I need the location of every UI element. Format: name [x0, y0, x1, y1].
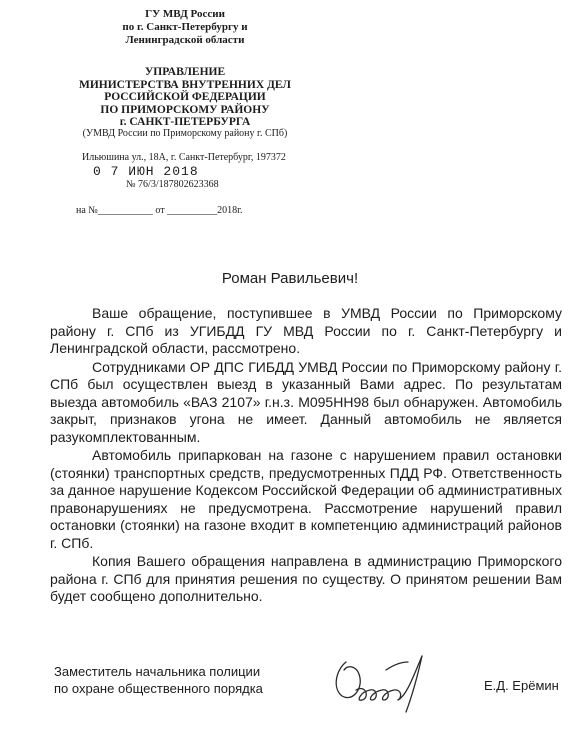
body-paragraph: Копия Вашего обращения направлена в администрацию Приморского района г. СПб для принятия решения по существу. О принятом решении Вам будет сообщено дополнительно. [50, 553, 562, 604]
letter-body [50, 305, 562, 607]
date-stamp: 0 7 ИЮН 2018 [93, 164, 199, 179]
reference-line: на №___________ от __________2018г. [76, 205, 243, 216]
letterhead-parent-agency [0, 8, 370, 47]
signatory-title-line: по охране общественного порядка [54, 681, 263, 696]
letterhead-line: РОССИЙСКОЙ ФЕДЕРАЦИИ [104, 91, 266, 103]
body-paragraph: Сотрудниками ОР ДПС ГИБДД УМВД России по Приморскому району г. СПб был осуществлен выезд в указанный Вами адрес. По результатам выезда автомобиль «ВАЗ 2107» г.н.з. М095НН98 был обнаружен. Автомобиль закрыт, признаков угона не имеет. Данный автомобиль не является разукомплектованным. [50, 358, 562, 445]
letterhead-line: Ленинградской области [125, 34, 245, 46]
body-paragraph: Автомобиль припаркован на газоне с нарушением правил остановки (стоянки) транспортных средств, предусмотренных ПДД РФ. Ответственность за данное нарушение Кодексом Российской Федерации об административных правонарушениях не предусмотрена. Рассмотрение нарушений правил остановки (стоянки) на газоне входит в компетенцию администраций районов г. СПб. [50, 447, 562, 551]
signatory-title [54, 663, 263, 697]
letterhead-abbreviation: (УМВД России по Приморскому району г. СПб) [82, 128, 288, 139]
greeting: Роман Равильевич! [221, 270, 359, 287]
body-paragraph: Ваше обращение, поступившее в УМВД России по Приморскому району г. СПб из УГИБДД ГУ МВД России по г. Санкт-Петербургу и Ленинградской области, рассмотрено. [50, 305, 562, 356]
letterhead-line: ГУ МВД России [145, 8, 225, 20]
letterhead-line: г. САНКТ-ПЕТЕРБУРГА [119, 116, 251, 128]
handwritten-signature [326, 640, 436, 718]
letterhead-line: ПО ПРИМОРСКОМУ РАЙОНУ [100, 103, 270, 116]
letterhead-line: УПРАВЛЕНИЕ [144, 66, 226, 78]
outgoing-number: № 76/3/187802623368 [126, 179, 219, 190]
signatory-title-line: Заместитель начальника полиции [54, 664, 261, 679]
letterhead-line: МИНИСТЕРСТВА ВНУТРЕННИХ ДЕЛ [78, 78, 292, 91]
signatory-name: Е.Д. Ерёмин [484, 678, 559, 693]
sender-address: Ильюшина ул., 18А, г. Санкт-Петербург, 197372 [82, 152, 286, 163]
letterhead-line: по г. Санкт-Петербургу и [122, 21, 248, 33]
letterhead-department [0, 66, 370, 129]
